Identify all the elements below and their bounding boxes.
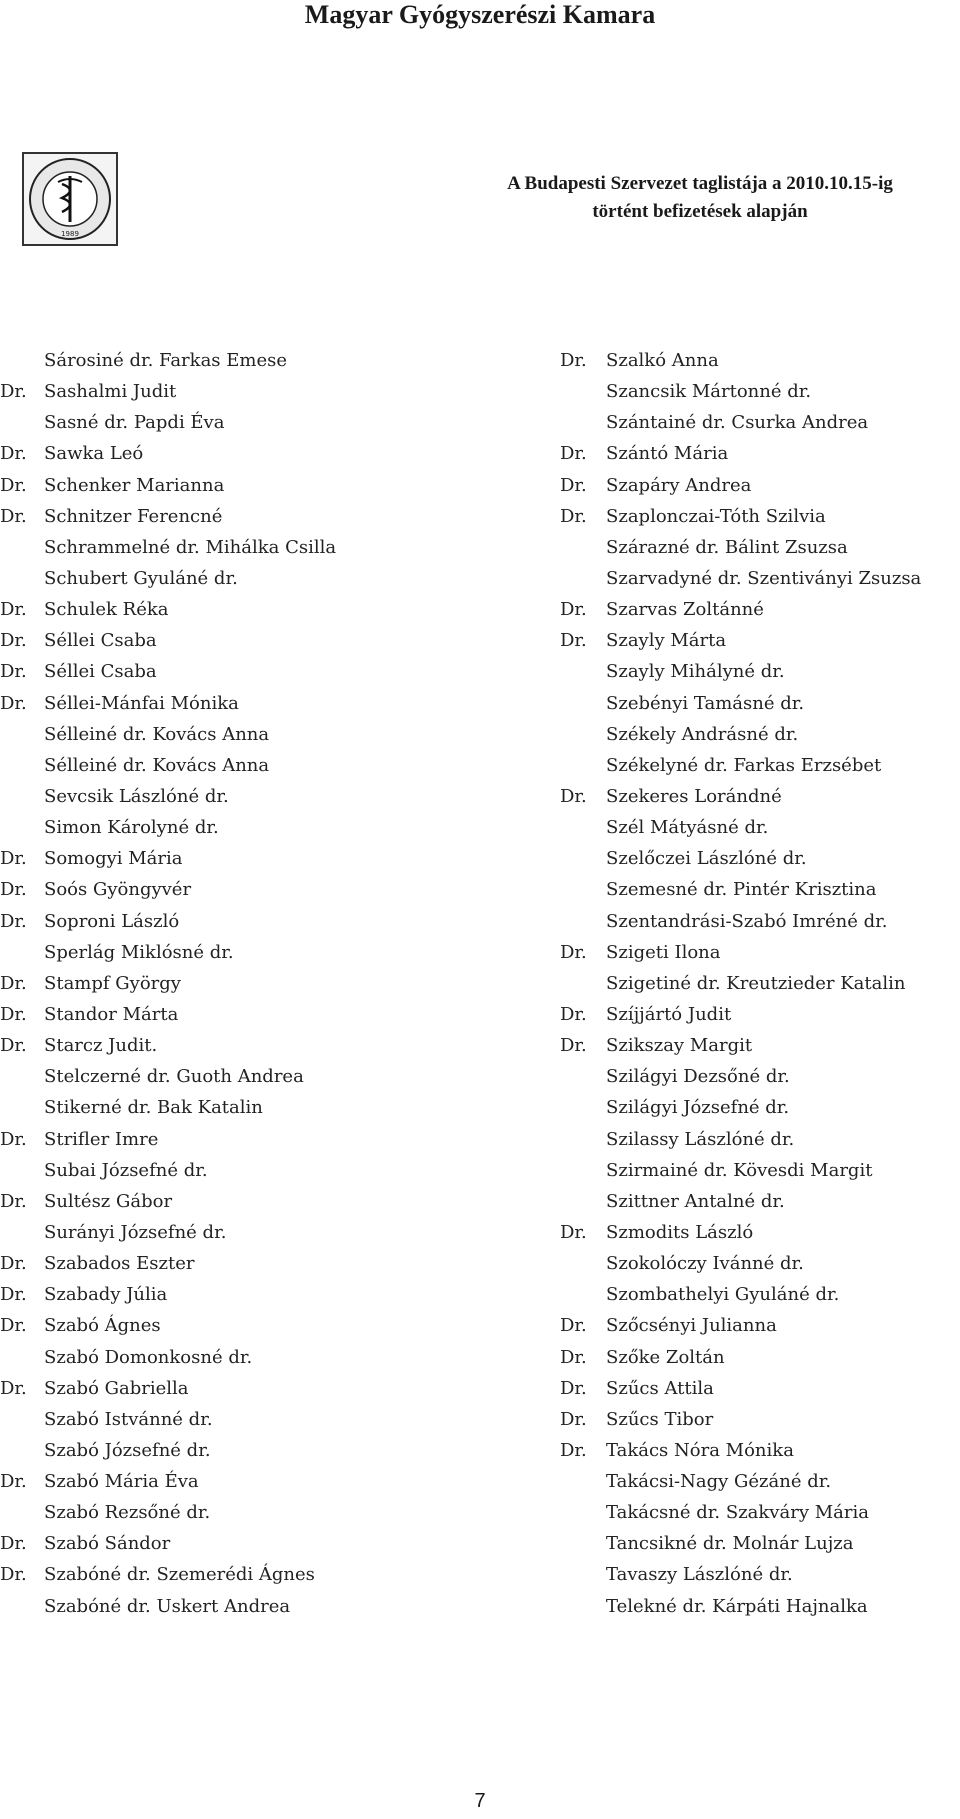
member-row: [560, 407, 960, 438]
svg-text:1989: 1989: [61, 230, 79, 238]
document-title: Magyar Gyógyszerészi Kamara: [304, 0, 656, 29]
member-name: Séllei Csaba: [44, 661, 157, 683]
title-prefix: Dr.: [0, 1253, 27, 1275]
member-row: [0, 501, 470, 532]
member-name: Szűcs Attila: [606, 1377, 714, 1399]
member-name: Szabó Rezsőné dr.: [44, 1502, 211, 1524]
member-row: [560, 906, 960, 937]
member-row: [560, 1279, 960, 1310]
member-row: [560, 1404, 960, 1435]
title-prefix: Dr.: [560, 1003, 587, 1025]
title-prefix: Dr.: [0, 661, 27, 683]
member-row: [560, 1435, 960, 1466]
member-row: [0, 937, 470, 968]
member-name: Sasné dr. Papdi Éva: [44, 412, 225, 434]
title-prefix: Dr.: [560, 1346, 587, 1368]
member-name: Szíjjártó Judit: [606, 1003, 732, 1025]
member-name: Szekeres Lorándné: [606, 785, 782, 807]
member-row: [560, 345, 960, 376]
member-name: Szabó Mária Éva: [44, 1471, 199, 1493]
member-row: [0, 688, 470, 719]
page-number: 7: [474, 1790, 486, 1812]
member-name: Sélleiné dr. Kovács Anna: [44, 754, 270, 776]
member-name: Szilágyi Dezsőné dr.: [606, 1066, 790, 1088]
member-row: [560, 656, 960, 687]
member-name: Szabó Domonkosné dr.: [44, 1346, 253, 1368]
member-name: Szabó Gabriella: [44, 1377, 189, 1399]
member-row: [0, 1279, 470, 1310]
member-row: [0, 1497, 470, 1528]
member-row: [560, 843, 960, 874]
member-row: [0, 563, 470, 594]
member-name: Szabados Eszter: [44, 1253, 195, 1275]
member-row: [0, 1435, 470, 1466]
member-row: [0, 1528, 470, 1559]
member-row: [0, 1310, 470, 1341]
member-row: [0, 438, 470, 469]
member-name: Szancsik Mártonné dr.: [606, 381, 812, 403]
member-name: Szőke Zoltán: [606, 1346, 725, 1368]
member-name: Tavaszy Lászlóné dr.: [606, 1564, 793, 1586]
member-name: Takácsi-Nagy Gézáné dr.: [606, 1471, 832, 1493]
title-prefix: Dr.: [560, 1221, 587, 1243]
member-row: [0, 1373, 470, 1404]
member-row: [560, 1528, 960, 1559]
member-name: Subai Józsefné dr.: [44, 1159, 208, 1181]
member-name: Schubert Gyuláné dr.: [44, 567, 238, 589]
list-subtitle: [440, 170, 960, 226]
member-row: [0, 1591, 470, 1622]
member-row: [560, 874, 960, 905]
member-name: Sawka Leó: [44, 443, 144, 465]
member-row: [0, 1404, 470, 1435]
title-prefix: Dr.: [0, 630, 27, 652]
member-row: [560, 750, 960, 781]
member-name: Szayly Márta: [606, 630, 727, 652]
member-name: Starcz Judit.: [44, 1035, 158, 1057]
member-name: Strifler Imre: [44, 1128, 159, 1150]
member-name: Szántainé dr. Csurka Andrea: [606, 412, 869, 434]
member-row: [560, 1092, 960, 1123]
member-name: Sperlág Miklósné dr.: [44, 941, 234, 963]
member-row: [560, 1497, 960, 1528]
member-name: Szabó Istvánné dr.: [44, 1408, 213, 1430]
seal-icon: [24, 154, 116, 244]
member-name: Schulek Réka: [44, 599, 169, 621]
member-name: Takács Nóra Mónika: [606, 1439, 794, 1461]
member-name: Szombathelyi Gyuláné dr.: [606, 1284, 840, 1306]
member-name: Sashalmi Judit: [44, 381, 177, 403]
member-row: [0, 1466, 470, 1497]
member-row: [0, 1124, 470, 1155]
member-row: [560, 1310, 960, 1341]
member-row: [560, 781, 960, 812]
member-row: [560, 1186, 960, 1217]
title-prefix: Dr.: [0, 1564, 27, 1586]
member-row: [0, 1559, 470, 1590]
member-name: Szabady Júlia: [44, 1284, 168, 1306]
member-row: [560, 1466, 960, 1497]
title-prefix: Dr.: [0, 1533, 27, 1555]
member-row: [0, 470, 470, 501]
title-prefix: Dr.: [560, 350, 587, 371]
member-row: [0, 719, 470, 750]
title-prefix: Dr.: [560, 785, 587, 807]
member-name: Szebényi Tamásné dr.: [606, 692, 805, 714]
member-row: [0, 1217, 470, 1248]
title-prefix: Dr.: [0, 1003, 27, 1025]
member-row: [0, 874, 470, 905]
title-prefix: Dr.: [560, 443, 587, 465]
member-name: Schrammelné dr. Mihálka Csilla: [44, 536, 337, 558]
member-name: Szikszay Margit: [606, 1035, 753, 1057]
member-row: [560, 1030, 960, 1061]
member-row: [560, 1559, 960, 1590]
member-row: [0, 968, 470, 999]
member-row: [0, 906, 470, 937]
member-row: [0, 1248, 470, 1279]
member-name: Szabó Ágnes: [44, 1315, 161, 1337]
member-list-left-column: [0, 345, 470, 1622]
member-name: Sárosiné dr. Farkas Emese: [44, 350, 288, 371]
member-row: [0, 1186, 470, 1217]
member-row: [0, 1092, 470, 1123]
member-name: Szárazné dr. Bálint Zsuzsa: [606, 536, 848, 558]
title-prefix: Dr.: [0, 910, 27, 932]
member-name: Sélleiné dr. Kovács Anna: [44, 723, 270, 745]
member-row: [0, 781, 470, 812]
member-row: [560, 1248, 960, 1279]
title-prefix: Dr.: [0, 848, 27, 870]
member-name: Szántó Mária: [606, 443, 729, 465]
member-name: Szabóné dr. Szemerédi Ágnes: [44, 1564, 315, 1586]
title-prefix: Dr.: [0, 1128, 27, 1150]
member-row: [560, 1155, 960, 1186]
member-row: [0, 376, 470, 407]
member-name: Szemesné dr. Pintér Krisztina: [606, 879, 877, 901]
member-name: Székely Andrásné dr.: [606, 723, 799, 745]
title-prefix: Dr.: [0, 1035, 27, 1057]
member-name: Szalkó Anna: [606, 350, 719, 371]
member-name: Stampf György: [44, 972, 181, 994]
member-name: Szirmainé dr. Kövesdi Margit: [606, 1159, 873, 1181]
subtitle-line-1: A Budapesti Szervezet taglistája a 2010.10.15-ig: [507, 173, 893, 194]
member-row: [0, 1155, 470, 1186]
member-name: Szabóné dr. Uskert Andrea: [44, 1595, 291, 1617]
member-name: Simon Károlyné dr.: [44, 817, 219, 839]
member-row: [0, 656, 470, 687]
member-name: Séllei-Mánfai Mónika: [44, 692, 239, 714]
title-prefix: Dr.: [0, 692, 27, 714]
title-prefix: Dr.: [560, 599, 587, 621]
member-name: Szilágyi Józsefné dr.: [606, 1097, 790, 1119]
member-row: [560, 563, 960, 594]
member-name: Schenker Marianna: [44, 474, 225, 496]
member-name: Szigetiné dr. Kreutzieder Katalin: [606, 972, 906, 994]
title-prefix: Dr.: [560, 505, 587, 527]
member-name: Szayly Mihályné dr.: [606, 661, 785, 683]
title-prefix: Dr.: [0, 1377, 27, 1399]
member-row: [0, 594, 470, 625]
title-prefix: Dr.: [0, 505, 27, 527]
member-row: [560, 1061, 960, 1092]
member-name: Schnitzer Ferencné: [44, 505, 223, 527]
title-prefix: Dr.: [0, 972, 27, 994]
member-row: [0, 532, 470, 563]
member-row: [560, 438, 960, 469]
member-name: Szmodits László: [606, 1221, 754, 1243]
title-prefix: Dr.: [0, 474, 27, 496]
title-prefix: Dr.: [0, 1284, 27, 1306]
member-row: [560, 470, 960, 501]
member-name: Szél Mátyásné dr.: [606, 817, 769, 839]
member-name: Surányi Józsefné dr.: [44, 1221, 227, 1243]
member-name: Séllei Csaba: [44, 630, 157, 652]
member-row: [560, 501, 960, 532]
member-name: Szokolóczy Ivánné dr.: [606, 1253, 804, 1275]
member-name: Székelyné dr. Farkas Erzsébet: [606, 754, 882, 776]
member-row: [0, 843, 470, 874]
title-prefix: Dr.: [560, 1315, 587, 1337]
title-prefix: Dr.: [560, 1035, 587, 1057]
member-name: Szapáry Andrea: [606, 474, 752, 496]
member-row: [560, 812, 960, 843]
title-prefix: Dr.: [560, 1377, 587, 1399]
member-row: [560, 688, 960, 719]
member-name: Somogyi Mária: [44, 848, 183, 870]
member-name: Stelczerné dr. Guoth Andrea: [44, 1066, 304, 1088]
title-prefix: Dr.: [560, 630, 587, 652]
member-row: [560, 968, 960, 999]
member-name: Tancsikné dr. Molnár Lujza: [606, 1533, 854, 1555]
member-name: Szilassy Lászlóné dr.: [606, 1128, 795, 1150]
member-row: [560, 625, 960, 656]
chamber-logo: [22, 152, 118, 246]
member-row: [560, 594, 960, 625]
subtitle-line-2: történt befizetések alapján: [592, 201, 808, 222]
title-prefix: Dr.: [560, 1439, 587, 1461]
member-name: Soproni László: [44, 910, 180, 932]
member-name: Szittner Antalné dr.: [606, 1190, 785, 1212]
member-row: [560, 376, 960, 407]
title-prefix: Dr.: [0, 443, 27, 465]
member-row: [560, 532, 960, 563]
member-row: [0, 345, 470, 376]
title-prefix: Dr.: [0, 1190, 27, 1212]
title-prefix: Dr.: [560, 941, 587, 963]
member-row: [560, 1124, 960, 1155]
member-row: [560, 1373, 960, 1404]
title-prefix: Dr.: [560, 1408, 587, 1430]
member-row: [560, 1217, 960, 1248]
member-name: Sultész Gábor: [44, 1190, 173, 1212]
member-name: Telekné dr. Kárpáti Hajnalka: [606, 1595, 868, 1617]
member-row: [560, 719, 960, 750]
member-name: Szarvadyné dr. Szentiványi Zsuzsa: [606, 567, 922, 589]
member-row: [0, 625, 470, 656]
member-name: Szűcs Tibor: [606, 1408, 714, 1430]
member-row: [560, 1342, 960, 1373]
member-row: [0, 999, 470, 1030]
member-name: Szőcsényi Julianna: [606, 1315, 777, 1337]
member-name: Takácsné dr. Szakváry Mária: [606, 1502, 869, 1524]
member-name: Szabó Sándor: [44, 1533, 171, 1555]
member-name: Szigeti Ilona: [606, 941, 721, 963]
member-row: [0, 1342, 470, 1373]
title-prefix: Dr.: [0, 1471, 27, 1493]
member-name: Soós Gyöngyvér: [44, 879, 192, 901]
member-row: [0, 1061, 470, 1092]
title-prefix: Dr.: [0, 1315, 27, 1337]
member-row: [0, 750, 470, 781]
member-row: [0, 1030, 470, 1061]
member-name: Szelőczei Lászlóné dr.: [606, 848, 807, 870]
title-prefix: Dr.: [0, 599, 27, 621]
title-prefix: Dr.: [0, 381, 27, 403]
member-name: Szabó Józsefné dr.: [44, 1439, 211, 1461]
member-list-right-column: [560, 345, 960, 1622]
member-name: Stikerné dr. Bak Katalin: [44, 1097, 263, 1119]
member-row: [560, 937, 960, 968]
member-row: [0, 812, 470, 843]
member-row: [0, 407, 470, 438]
member-name: Standor Márta: [44, 1003, 179, 1025]
title-prefix: Dr.: [560, 474, 587, 496]
title-prefix: Dr.: [0, 879, 27, 901]
member-name: Szentandrási-Szabó Imréné dr.: [606, 910, 888, 932]
member-row: [560, 1591, 960, 1622]
member-row: [560, 999, 960, 1030]
member-name: Sevcsik Lászlóné dr.: [44, 785, 229, 807]
member-name: Szarvas Zoltánné: [606, 599, 764, 621]
member-name: Szaplonczai-Tóth Szilvia: [606, 505, 826, 527]
